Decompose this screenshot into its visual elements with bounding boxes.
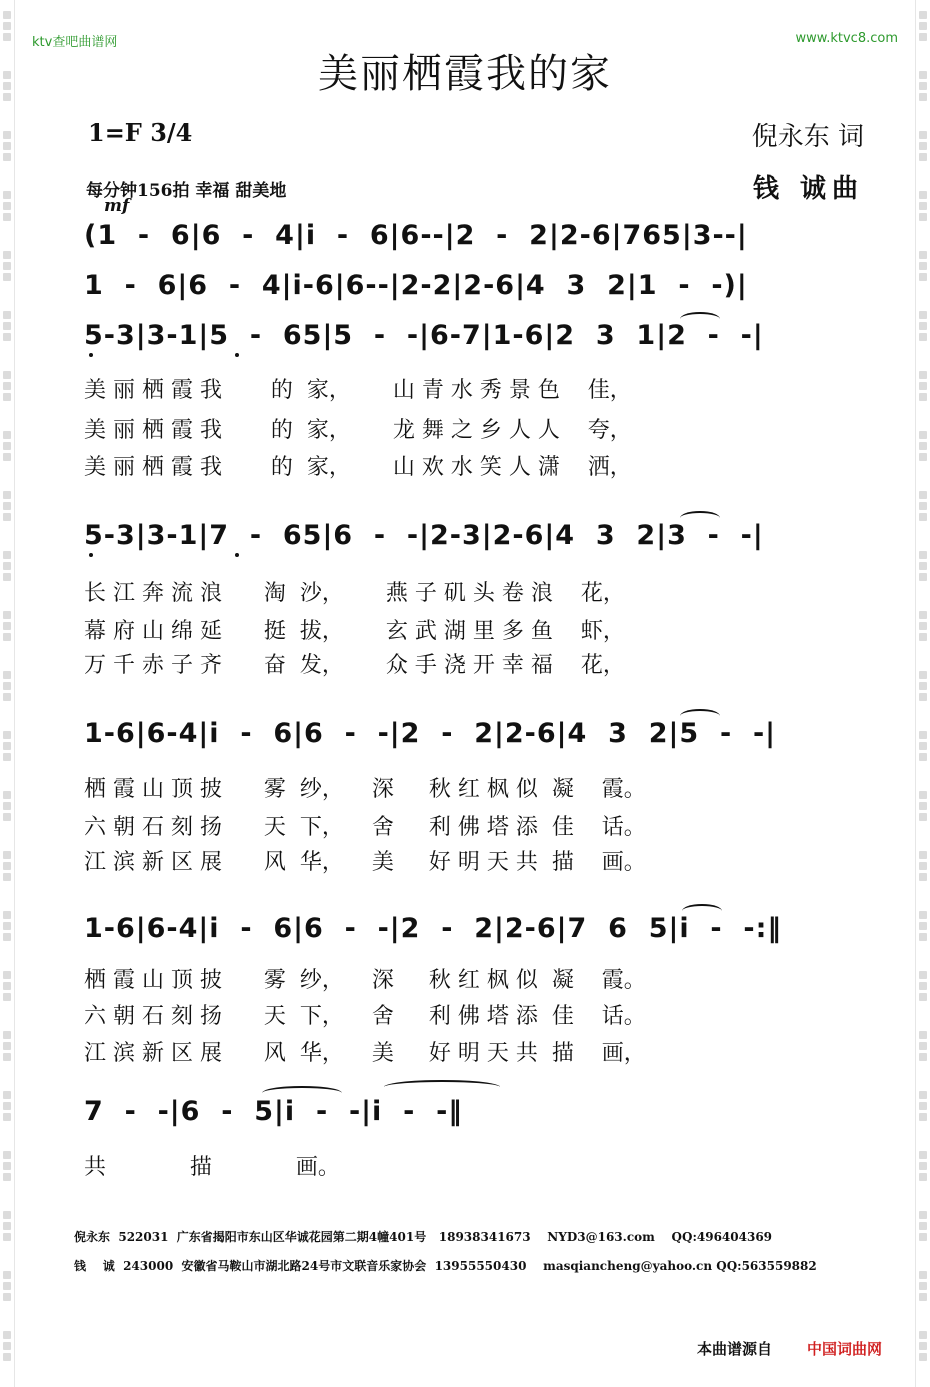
edge-watermark-mark — [2, 668, 12, 708]
contact-composer: 钱 诚 243000 安徽省马鞍山市湖北路24号市文联音乐家协会 13955550430 masqiancheng@yahoo.cn QQ:563559882 — [74, 1259, 817, 1273]
tie-mark — [262, 1086, 342, 1100]
section-4-notes: 1-6|6-4|i - 6|6 - -|2 - 2|2-6|7 6 5|i - -:‖ — [84, 913, 782, 944]
song-title: 美丽栖霞我的家 — [318, 51, 612, 97]
lower-octave-dot — [235, 553, 239, 557]
edge-watermark-mark — [918, 1208, 928, 1248]
intro-notes-line-2: 1 - 6|6 - 4|i-6|6--|2-2|2-6|4 3 2|1 - -)| — [84, 270, 748, 301]
lower-octave-dot — [89, 353, 93, 357]
source-site-link[interactable]: 中国词曲网 — [807, 1340, 883, 1358]
edge-watermark-mark — [2, 188, 12, 228]
dynamic-marking: mf — [104, 196, 130, 216]
edge-watermark-mark — [2, 428, 12, 468]
slur-mark — [680, 312, 720, 326]
edge-watermark-mark — [2, 1148, 12, 1188]
composer-credit: 钱 诚曲 — [752, 174, 864, 204]
edge-watermark-mark — [918, 668, 928, 708]
contact-lyricist: 倪永东 522031 广东省揭阳市东山区华诚花园第二期4幢401号 18938341673 NYD3@163.com QQ:496404369 — [74, 1230, 773, 1244]
site-watermark-right: www.ktvc8.com — [795, 31, 898, 46]
section-1-lyric-verse-3: 美 丽 栖 霞 我 的 家， 山 欢 水 笑 人 潇 洒， — [84, 455, 632, 480]
lyricist-credit: 倪永东 词 — [751, 122, 864, 152]
edge-watermark-mark — [2, 728, 12, 768]
edge-watermark-mark — [2, 128, 12, 168]
tie-mark — [384, 1080, 500, 1094]
lower-octave-dot — [235, 353, 239, 357]
ending-lyric: 共 描 画。 — [84, 1155, 340, 1180]
edge-watermark-mark — [918, 368, 928, 408]
edge-watermark-mark — [2, 788, 12, 828]
edge-watermark-mark — [2, 1208, 12, 1248]
section-4-lyric-verse-3: 江 滨 新 区 展 风 华， 美 好 明 天 共 描 画， — [84, 1041, 646, 1066]
key-signature: 1=F 3/4 — [88, 118, 193, 147]
section-1-lyric-verse-2: 美 丽 栖 霞 我 的 家， 龙 舞 之 乡 人 人 夸， — [84, 418, 632, 443]
section-1-notes: 5-3|3-1|5 - 65|5 - -|6-7|1-6|2 3 1|2 - -| — [84, 320, 764, 351]
section-3-lyric-verse-1: 栖 霞 山 顶 披 雾 纱， 深 秋 红 枫 似 凝 霞。 — [84, 777, 646, 802]
edge-watermark-mark — [918, 188, 928, 228]
right-page-edge — [915, 0, 930, 1387]
edge-watermark-mark — [2, 1328, 12, 1368]
edge-watermark-mark — [2, 548, 12, 588]
edge-watermark-mark — [2, 968, 12, 1008]
section-2-lyric-verse-1: 长 江 奔 流 浪 淘 沙， 燕 子 矶 头 卷 浪 花， — [84, 581, 625, 606]
section-4-lyric-verse-2: 六 朝 石 刻 扬 天 下， 舍 利 佛 塔 添 佳 话。 — [84, 1004, 646, 1029]
edge-watermark-mark — [2, 908, 12, 948]
edge-watermark-mark — [2, 308, 12, 348]
section-3-lyric-verse-2: 六 朝 石 刻 扬 天 下， 舍 利 佛 塔 添 佳 话。 — [84, 815, 646, 840]
section-3-lyric-verse-3: 江 滨 新 区 展 风 华， 美 好 明 天 共 描 画。 — [84, 850, 646, 875]
edge-watermark-mark — [918, 908, 928, 948]
edge-watermark-mark — [918, 788, 928, 828]
ending-notes: 7 - -|6 - 5|i - -|i - -‖ — [84, 1096, 463, 1127]
edge-watermark-mark — [918, 1148, 928, 1188]
edge-watermark-mark — [918, 1028, 928, 1068]
edge-watermark-mark — [918, 1088, 928, 1128]
edge-watermark-mark — [2, 608, 12, 648]
edge-watermark-mark — [2, 1088, 12, 1128]
section-4-lyric-verse-1: 栖 霞 山 顶 披 雾 纱， 深 秋 红 枫 似 凝 霞。 — [84, 968, 646, 993]
lower-octave-dot — [89, 553, 93, 557]
edge-watermark-mark — [2, 848, 12, 888]
intro-notes-line-1: (1 - 6|6 - 4|i - 6|6--|2 - 2|2-6|765|3--| — [84, 220, 748, 251]
edge-watermark-mark — [2, 488, 12, 528]
edge-watermark-mark — [918, 728, 928, 768]
edge-watermark-mark — [2, 1028, 12, 1068]
section-3-notes: 1-6|6-4|i - 6|6 - -|2 - 2|2-6|4 3 2|5 - -| — [84, 718, 777, 749]
edge-watermark-mark — [918, 1328, 928, 1368]
edge-watermark-mark — [918, 608, 928, 648]
section-2-notes: 5-3|3-1|7 - 65|6 - -|2-3|2-6|4 3 2|3 - -| — [84, 520, 764, 551]
tempo-expression: 每分钟156拍 幸福 甜美地 — [86, 181, 287, 201]
edge-watermark-mark — [918, 488, 928, 528]
slur-mark — [680, 709, 720, 723]
slur-mark — [680, 511, 720, 525]
edge-watermark-mark — [918, 248, 928, 288]
section-2-lyric-verse-2: 幕 府 山 绵 延 挺 拔， 玄 武 湖 里 多 鱼 虾， — [84, 619, 625, 644]
edge-watermark-mark — [2, 368, 12, 408]
edge-watermark-mark — [918, 1268, 928, 1308]
edge-watermark-mark — [2, 1268, 12, 1308]
section-2-lyric-verse-3: 万 千 赤 子 齐 奋 发， 众 手 浇 开 幸 福 花， — [84, 653, 625, 678]
section-1-lyric-verse-1: 美 丽 栖 霞 我 的 家， 山 青 水 秀 景 色 佳， — [84, 378, 632, 403]
left-page-edge — [0, 0, 15, 1387]
edge-watermark-mark — [918, 848, 928, 888]
edge-watermark-mark — [918, 548, 928, 588]
edge-watermark-mark — [2, 248, 12, 288]
site-watermark-left: ktv查吧曲谱网 — [32, 35, 118, 50]
slur-mark — [682, 904, 722, 918]
source-label: 本曲谱源自 — [697, 1340, 773, 1358]
edge-watermark-mark — [918, 128, 928, 168]
edge-watermark-mark — [918, 428, 928, 468]
edge-watermark-mark — [918, 308, 928, 348]
edge-watermark-mark — [918, 968, 928, 1008]
